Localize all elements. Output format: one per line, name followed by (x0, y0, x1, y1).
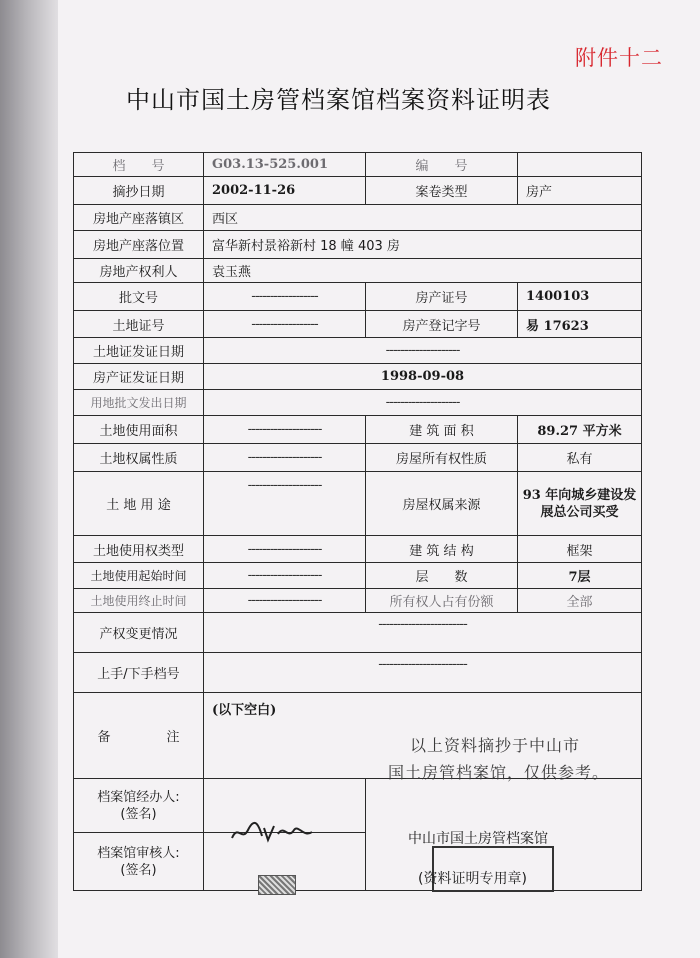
table-row (74, 364, 642, 390)
remarks-label-cell (74, 693, 204, 779)
land-use-end-value: -------------------- (204, 589, 366, 613)
table-row (74, 231, 642, 259)
house-source-label: 房屋权属来源 (366, 472, 518, 536)
share-label: 所有权人占有份额 (366, 589, 518, 613)
floors-label: 层 数 (366, 563, 518, 589)
building-area-value: 89.27 平方米 (518, 416, 642, 444)
annex-label: 附件十二 (575, 46, 663, 70)
handler-signature (228, 820, 318, 851)
district-value: 西区 (204, 205, 642, 231)
table-row (74, 390, 642, 416)
structure-value: 框架 (518, 536, 642, 563)
land-right-type-value: -------------------- (204, 536, 366, 563)
structure-label: 建 筑 结 构 (366, 536, 518, 563)
copy-date-value: 2002-11-26 (204, 177, 366, 205)
land-approval-date-value: -------------------- (204, 390, 642, 416)
remarks-label-2: 注 (166, 730, 180, 745)
table-row (74, 311, 642, 338)
document-title: 中山市国土房管档案馆档案资料证明表 (126, 86, 551, 114)
file-no-label: 档 号 (74, 153, 204, 177)
reviewer-label-1: 档案馆审核人: (97, 845, 180, 861)
table-row (74, 536, 642, 563)
owner-value: 袁玉燕 (204, 259, 642, 283)
prev-next-label: 上手/下手档号 (74, 653, 204, 693)
remarks-line-2: 国土房管档案馆，仅供参考。 (388, 763, 610, 782)
property-cert-date-label: 房产证发证日期 (74, 364, 204, 390)
handwritten-signature-icon (228, 820, 318, 846)
reviewer-stamp-icon (258, 875, 296, 895)
land-ownership-value: -------------------- (204, 444, 366, 472)
district-label: 房地产座落镇区 (74, 205, 204, 231)
reg-no-label: 房产登记字号 (366, 311, 518, 338)
land-area-value: -------------------- (204, 416, 366, 444)
handler-label-1: 档案馆经办人: (97, 789, 180, 805)
page-gutter-shadow (0, 0, 62, 958)
seal-line-2: (资料证明专用章) (418, 871, 527, 887)
table-row (74, 444, 642, 472)
case-type-label: 案卷类型 (366, 177, 518, 205)
land-use-label: 土 地 用 途 (74, 472, 204, 536)
table-row (74, 416, 642, 444)
property-cert-date-value: 1998-09-08 (204, 364, 642, 390)
land-approval-date-label: 用地批文发出日期 (74, 390, 204, 416)
table-row (74, 205, 642, 231)
case-type-value: 房产 (518, 177, 642, 205)
remarks-label-1: 备 (97, 730, 111, 745)
land-cert-label: 土地证号 (74, 311, 204, 338)
land-cert-date-label: 土地证发证日期 (74, 338, 204, 364)
land-area-label: 土地使用面积 (74, 416, 204, 444)
table-row (74, 177, 642, 205)
table-row (74, 472, 642, 536)
approval-no-value: ------------------ (204, 283, 366, 311)
reviewer-label-cell (74, 833, 204, 891)
change-value: ------------------------ (204, 613, 642, 653)
table-row (74, 613, 642, 653)
land-use-end-label: 土地使用终止时间 (74, 589, 204, 613)
table-row (74, 153, 642, 177)
prev-next-value: ------------------------ (204, 653, 642, 693)
table-row (74, 283, 642, 311)
serial-label: 编 号 (366, 153, 518, 177)
location-value: 富华新村景裕新村 18 幢 403 房 (204, 231, 642, 259)
house-ownership-label: 房屋所有权性质 (366, 444, 518, 472)
change-label: 产权变更情况 (74, 613, 204, 653)
property-cert-value: 1400103 (518, 283, 642, 311)
remarks-line-1: 以上资料摘抄于中山市 (410, 736, 581, 755)
handler-label-2: (签名) (120, 806, 157, 822)
house-source-value: 93 年向城乡建设发展总公司买受 (518, 472, 642, 536)
house-ownership-value: 私有 (518, 444, 642, 472)
handler-label-cell (74, 779, 204, 833)
approval-no-label: 批文号 (74, 283, 204, 311)
seal-line-1: 中山市国土房管档案馆 (408, 831, 548, 847)
land-use-value: -------------------- (204, 472, 366, 536)
remarks-blank: (以下空白) (212, 703, 277, 718)
property-cert-label: 房产证号 (366, 283, 518, 311)
floors-value: 7层 (518, 563, 642, 589)
reg-no-value: 易 17623 (518, 311, 642, 338)
land-ownership-label: 土地权属性质 (74, 444, 204, 472)
table-row (74, 338, 642, 364)
table-row (74, 589, 642, 613)
table-row (74, 259, 642, 283)
building-area-label: 建 筑 面 积 (366, 416, 518, 444)
table-row (74, 779, 642, 833)
location-label: 房地产座落位置 (74, 231, 204, 259)
copy-date-label: 摘抄日期 (74, 177, 204, 205)
land-cert-value: ------------------ (204, 311, 366, 338)
owner-label: 房地产权利人 (74, 259, 204, 283)
serial-value (518, 153, 642, 177)
table-row (74, 653, 642, 693)
table-row (74, 563, 642, 589)
land-right-type-label: 土地使用权类型 (74, 536, 204, 563)
share-value: 全部 (518, 589, 642, 613)
file-no-value: G03.13-525.001 (204, 153, 366, 177)
land-cert-date-value: -------------------- (204, 338, 642, 364)
land-use-start-value: -------------------- (204, 563, 366, 589)
land-use-start-label: 土地使用起始时间 (74, 563, 204, 589)
reviewer-label-2: (签名) (120, 862, 157, 878)
